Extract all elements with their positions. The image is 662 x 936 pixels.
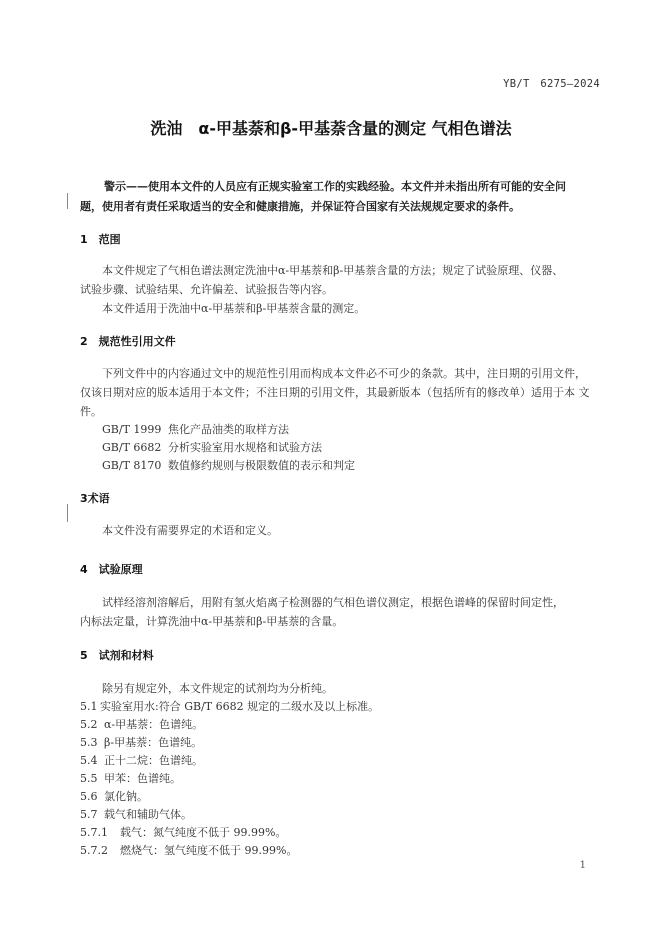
item-number: 5.1 xyxy=(80,700,98,713)
section-1-paragraph xyxy=(80,261,600,318)
warning-line-2: 题，使用者有责任采取适当的安全和健康措施，并保证符合国家有关法规规定要求的条件。 xyxy=(80,200,520,213)
item-text: 实验室用水:符合 GB/T 6682 规定的二级水及以上标准。 xyxy=(100,700,380,713)
list-item xyxy=(80,806,192,822)
item-text: 燃烧气：氢气纯度不低于 99.99%。 xyxy=(120,844,298,857)
section-4-paragraph xyxy=(80,593,600,631)
reference-row xyxy=(102,421,289,437)
item-number: 5.7 xyxy=(80,808,98,821)
list-item xyxy=(80,842,297,858)
section-2-line-1: 下列文件中的内容通过文中的规范性引用而构成本文件必不可少的条款。其中，注日期的引用文件， xyxy=(102,367,586,380)
section-4-heading: 4 试验原理 xyxy=(80,563,143,576)
standard-code: YB/T 6275—2024 xyxy=(503,78,600,90)
reference-title: 分析实验室用水规格和试验方法 xyxy=(168,441,322,454)
item-text: 载气和辅助气体。 xyxy=(104,808,192,821)
reference-title: 数值修约规则与极限数值的表示和判定 xyxy=(168,459,355,472)
list-item xyxy=(80,770,181,786)
section-1-line-3: 本文件适用于洗油中α-甲基萘和β-甲基萘含量的测定。 xyxy=(102,302,366,315)
reference-title: 焦化产品油类的取样方法 xyxy=(168,423,289,436)
item-number: 5.7.2 xyxy=(80,844,108,857)
section-5-intro xyxy=(80,679,600,698)
reference-code: GB/T 8170 xyxy=(102,459,162,472)
section-5-heading: 5 试剂和材料 xyxy=(80,649,154,662)
item-number: 5.7.1 xyxy=(80,826,108,839)
item-number: 5.6 xyxy=(80,790,98,803)
item-text: α-甲基萘：色谱纯。 xyxy=(104,718,204,731)
page-number: 1 xyxy=(579,860,586,871)
reference-row xyxy=(102,439,322,455)
change-bar xyxy=(67,193,68,209)
section-3-paragraph xyxy=(80,521,600,540)
section-1-line-1: 本文件规定了气相色谱法测定洗油中α-甲基萘和β-甲基萘含量的方法；规定了试验原理、仪器、 xyxy=(102,264,564,277)
document-title: 洗油 α-甲基萘和β-甲基萘含量的测定 气相色谱法 xyxy=(150,119,512,138)
list-item xyxy=(80,752,203,768)
section-2-paragraph xyxy=(80,364,600,421)
warning-notice xyxy=(80,177,600,217)
item-number: 5.4 xyxy=(80,754,98,767)
section-2-line-2: 仅该日期对应的版本适用于本文件；不注日期的引用文件，其最新版本（包括所有的修改单）适用于本 xyxy=(80,386,575,399)
section-4-line-2: 内标法定量，计算洗油中α-甲基萘和β-甲基萘的含量。 xyxy=(80,615,344,628)
section-1-heading: 1 范围 xyxy=(80,233,121,246)
list-item xyxy=(80,716,203,732)
section-2-line-3: 文件。 xyxy=(80,386,590,418)
warning-line-1: 警示——使用本文件的人员应有正规实验室工作的实践经验。本文件并未指出所有可能的安全问 xyxy=(104,180,566,193)
list-item xyxy=(80,698,379,714)
item-text: 甲苯：色谱纯。 xyxy=(104,772,181,785)
section-2-heading: 2 规范性引用文件 xyxy=(80,335,176,348)
section-5-intro-line: 除另有规定外，本文件规定的试剂均为分析纯。 xyxy=(102,682,333,695)
item-number: 5.5 xyxy=(80,772,98,785)
reference-code: GB/T 1999 xyxy=(102,423,162,436)
list-item xyxy=(80,824,286,840)
item-number: 5.2 xyxy=(80,718,98,731)
reference-row xyxy=(102,457,355,473)
list-item xyxy=(80,734,202,750)
list-item xyxy=(80,788,148,804)
change-bar xyxy=(67,504,68,522)
item-number: 5.3 xyxy=(80,736,98,749)
section-1-line-2: 试验步骤、试验结果、允许偏差、试验报告等内容。 xyxy=(80,283,333,296)
section-3-heading: 3术语 xyxy=(80,492,110,505)
section-4-line-1: 试样经溶剂溶解后，用附有氢火焰离子检测器的气相色谱仪测定，根据色谱峰的保留时间定性， xyxy=(102,596,564,609)
item-text: 载气：氮气纯度不低于 99.99%。 xyxy=(120,826,287,839)
reference-code: GB/T 6682 xyxy=(102,441,162,454)
section-3-line-1: 本文件没有需要界定的术语和定义。 xyxy=(102,524,278,537)
item-text: β-甲基萘：色谱纯。 xyxy=(104,736,203,749)
item-text: 正十二烷：色谱纯。 xyxy=(104,754,203,767)
item-text: 氯化钠。 xyxy=(104,790,148,803)
